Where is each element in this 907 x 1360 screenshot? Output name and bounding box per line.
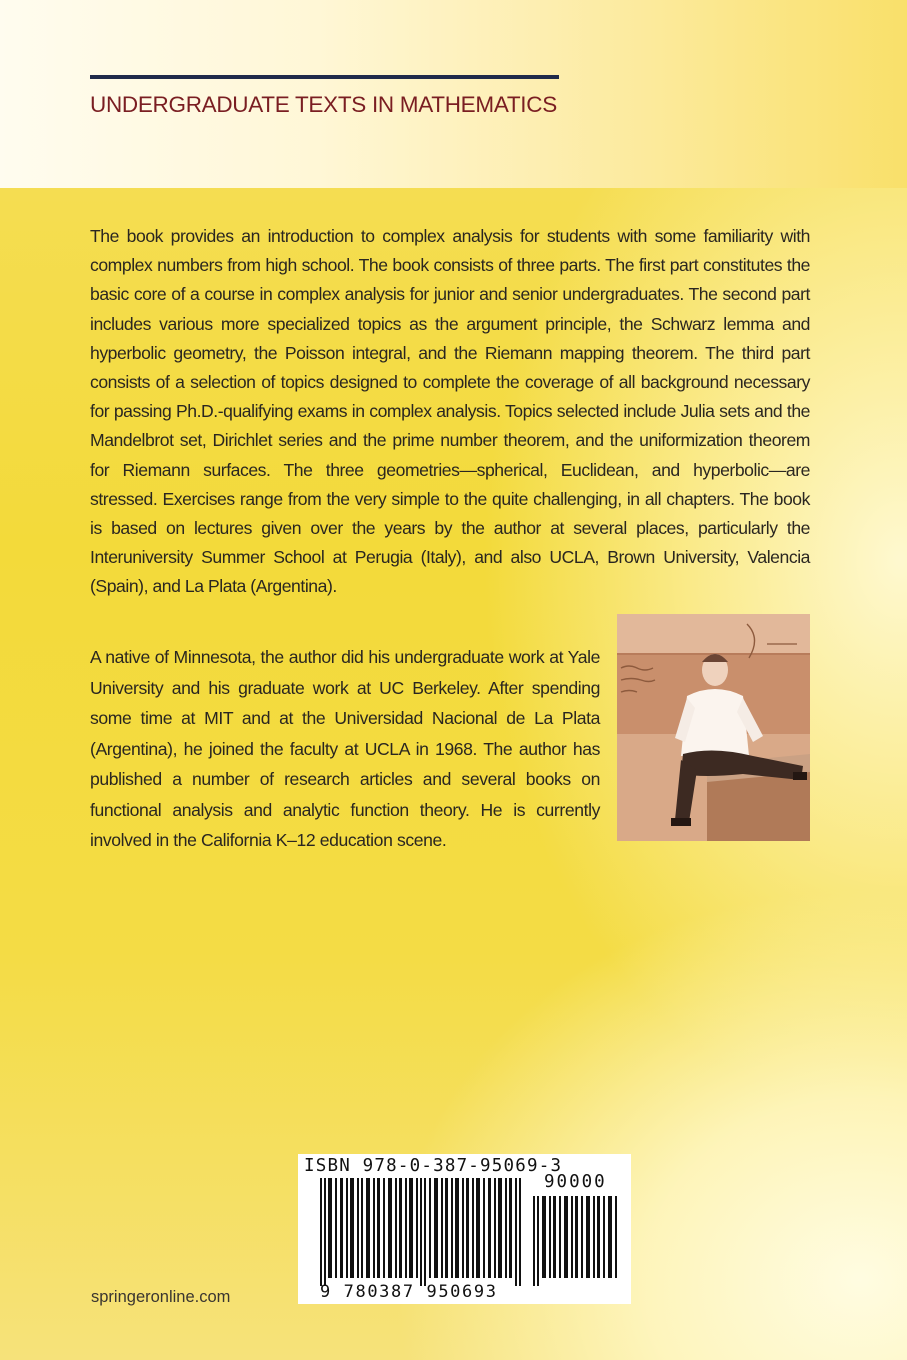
series-title: UNDERGRADUATE TEXTS IN MATHEMATICS: [90, 92, 557, 117]
author-photo: [617, 614, 810, 841]
author-bio: A native of Minnesota, the author did his undergraduate work at Yale University and his graduate work at UC Berkeley. After spending some time at MIT and at the Universidad Nacional de La Plata (Argentina), he joined the faculty at UCLA in 1968. The author has published a number of research articles and several books on functional analysis and analytic function theory. He is currently involved in the California K–12 education scene.: [90, 647, 600, 850]
price-code: 90000: [544, 1172, 607, 1192]
barcode-box: [298, 1154, 631, 1304]
publisher-website: springeronline.com: [91, 1288, 231, 1306]
ean-digits: 9 780387 950693: [320, 1282, 498, 1302]
isbn-label: ISBN 978-0-387-95069-3: [304, 1156, 563, 1176]
header-rule: [90, 75, 559, 79]
book-description: The book provides an introduction to complex analysis for students with some familiarity with complex numbers from high school. The book consists of three parts. The first part constitutes the basic core of a course in complex analysis for junior and senior undergraduates. The second part includes various more specialized topics as the argument principle, the Schwarz lemma and hyperbolic geometry, the Poisson integral, and the Riemann mapping theorem. The third part consists of a selection of topics designed to complete the coverage of all background necessary for passing Ph.D.-qualifying exams in complex analysis. Topics selected include Julia sets and the Mandelbrot set, Dirichlet series and the prime number theorem, and the uniformization theorem for Riemann surfaces. The three geometries—spherical, Euclidean, and hyperbolic—are stressed. Exercises range from the very simple to the quite challenging, in all chapters. The book is based on lectures given over the years by the author at several places, particularly the Interuniversity Summer School at Perugia (Italy), and also UCLA, Brown University, Valencia (Spain), and La Plata (Argentina).: [90, 226, 810, 597]
author-photo-image: [617, 614, 810, 841]
